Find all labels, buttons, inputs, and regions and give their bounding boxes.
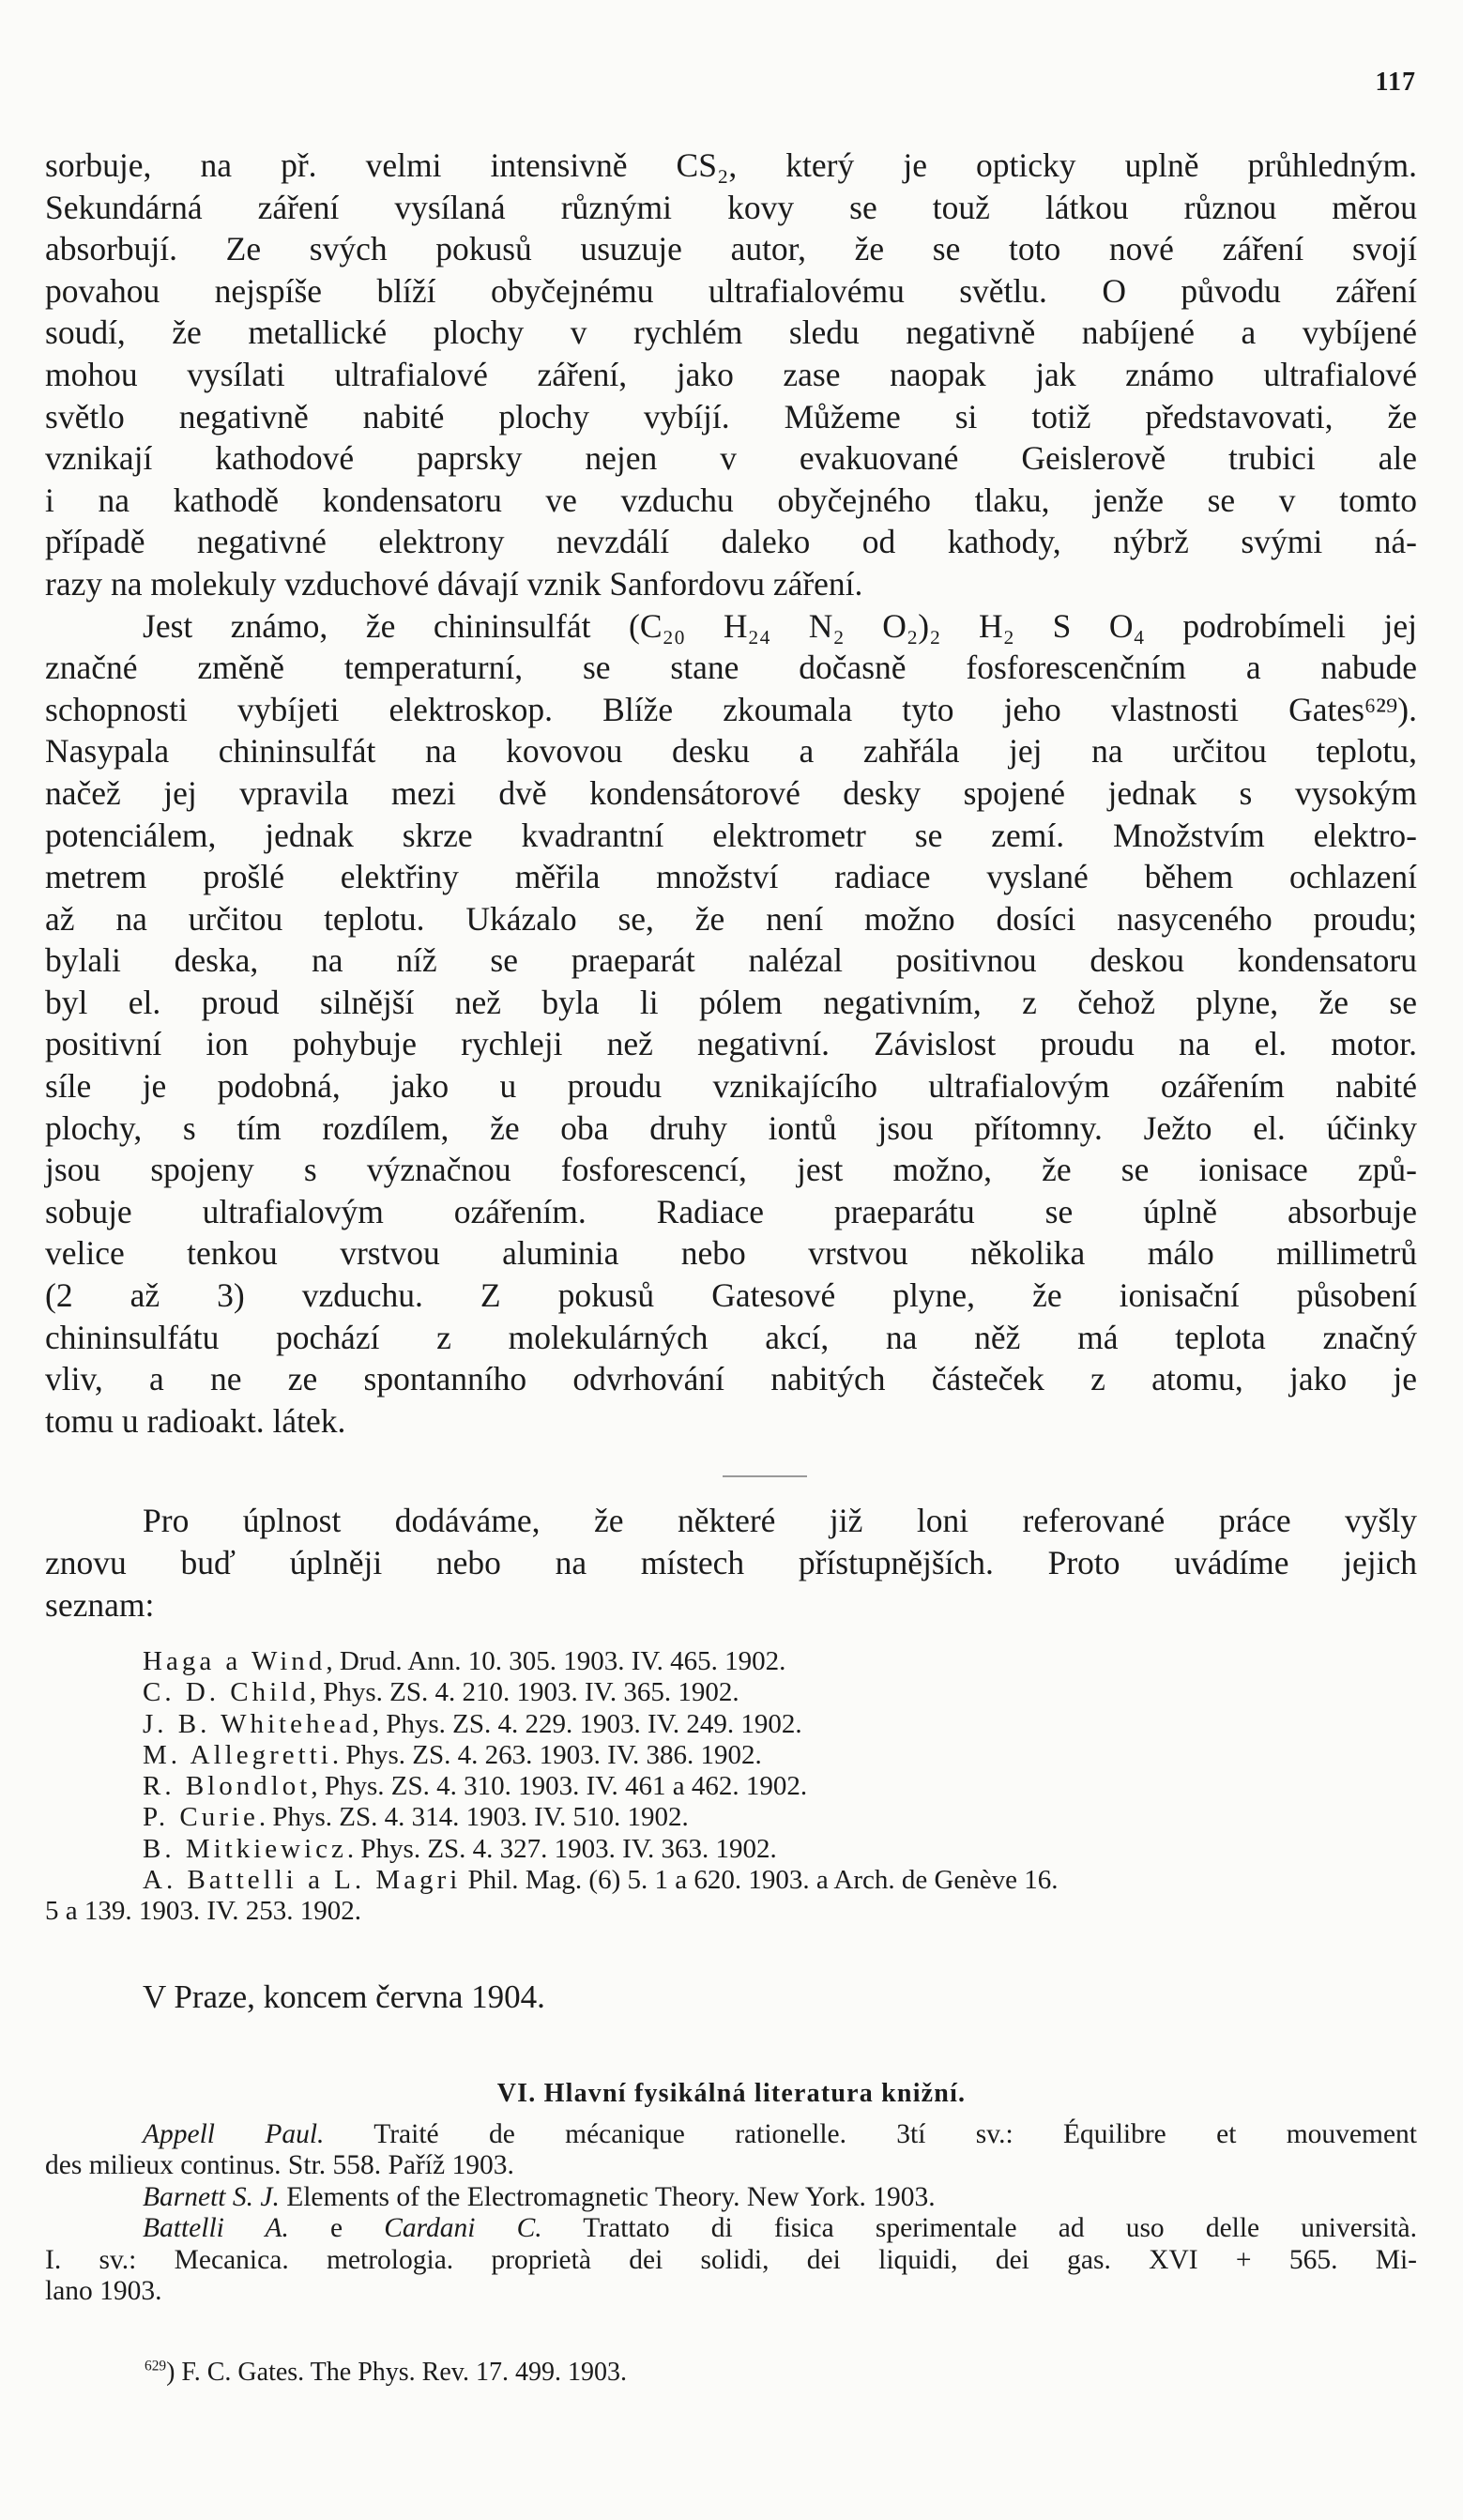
text-line: povahou nejspíše blíží obyčejnému ultrafialovému světlu. O původu záření (45, 271, 1417, 310)
book-list (45, 2119, 1417, 2307)
text-line: Jest známo, že chininsulfát (C₂₀ H₂₄ N₂ O₂)₂ H₂ S O₄ podrobímeli jej (143, 606, 1417, 645)
text-line: sorbuje, na př. velmi intensivně CS₂, který je opticky uplně průhledným. (45, 146, 1417, 184)
reference-details: , Drud. Ann. 10. 305. 1903. IV. 465. 1902. (326, 1646, 786, 1676)
text-line: chininsulfátu pochází z molekulárných akcí, na něž má teplota značný (45, 1318, 1417, 1356)
reference-item (45, 1771, 1417, 1802)
book-title: Trattato di fisica sperimentale ad uso delle università. (541, 2213, 1417, 2244)
book-conjunction: e (288, 2213, 385, 2244)
reference-author: C. D. Child (143, 1677, 310, 1708)
reference-author: R. Blondlot (143, 1771, 312, 1802)
reference-item (45, 1709, 1417, 1740)
book-title: Traité de mécanique rationelle. 3tí sv.: Équilibre et mouvement (324, 2119, 1417, 2149)
reference-author: A. Battelli a L. Magri (143, 1865, 462, 1896)
reference-list (45, 1646, 1417, 1928)
footnote (145, 2358, 627, 2388)
reference-item (45, 1834, 1417, 1865)
book-entry (45, 2119, 1417, 2150)
reference-details: . Phys. ZS. 4. 263. 1903. IV. 386. 1902. (331, 1739, 762, 1770)
book-entry-continuation: lano 1903. (45, 2276, 162, 2307)
text-line: Nasypala chininsulfát na kovovou desku a zahřála jej na určitou teplotu, (45, 732, 1417, 771)
book-entry (45, 2213, 1417, 2244)
reference-item (45, 1865, 1417, 1896)
text-line: byl el. proud silnější než byla li pólem negativním, z čehož plyne, že se (45, 983, 1417, 1021)
reference-item (45, 1740, 1417, 1771)
book-author: Barnett S. J. (143, 2181, 280, 2212)
book-coauthor: Cardani C. (384, 2213, 542, 2244)
book-entry (45, 2182, 1417, 2213)
footnote-mark: 629 (145, 2358, 167, 2375)
page-number: 117 (1375, 68, 1416, 97)
text-line: Sekundárná záření vysílaná různými kovy se touž látkou různou měrou (45, 188, 1417, 226)
text-line: plochy, s tím rozdílem, že oba druhy iontů jsou přítomny. Ježto el. účinky (45, 1108, 1417, 1147)
text-line: Pro úplnost dodáváme, že některé již loni referované práce vyšly (143, 1502, 1417, 1539)
book-entry-continuation: des milieux continus. Str. 558. Paříž 1903. (45, 2150, 514, 2181)
text-line: (2 až 3) vzduchu. Z pokusů Gatesové plyne, že ionisační působení (45, 1276, 1417, 1315)
text-line: metrem prošlé elektřiny měřila množství radiace vyslané během ochlazení (45, 858, 1417, 896)
text-line: i na kathodě kondensatoru ve vzduchu obyčejného tlaku, jenže se v tomto (45, 481, 1417, 519)
reference-details: . Phys. ZS. 4. 327. 1903. IV. 363. 1902. (346, 1833, 777, 1864)
text-line: síle je podobná, jako u proudu vznikajícího ultrafialovým ozářením nabité (45, 1067, 1417, 1106)
section-heading: VI. Hlavní fysikálná literatura knižní. (496, 2079, 967, 2108)
text-line: mohou vysílati ultrafialové záření, jako zase naopak jak známo ultrafialové (45, 355, 1417, 393)
reference-author: P. Curie (143, 1802, 259, 1833)
reference-item (45, 1677, 1417, 1708)
text-line: velice tenkou vrstvou aluminia nebo vrstvou několika málo millimetrů (45, 1234, 1417, 1273)
reference-details: , Phys. ZS. 4. 229. 1903. IV. 249. 1902. (372, 1708, 802, 1739)
book-author: Appell Paul. (143, 2119, 325, 2149)
main-text-block (45, 145, 1417, 1442)
reference-item (45, 1802, 1417, 1833)
reference-details: . Phys. ZS. 4. 314. 1903. IV. 510. 1902. (258, 1802, 689, 1833)
text-line: absorbují. Ze svých pokusů usuzuje autor, že se toto nové záření svojí (45, 230, 1417, 268)
text-line: případě negativné elektrony nevzdálí daleko od kathody, nýbrž svými ná- (45, 523, 1417, 561)
text-line: světlo negativně nabité plochy vybíjí. Můžeme si totiž představovati, že (45, 397, 1417, 435)
book-author: Battelli A. (143, 2213, 289, 2244)
text-line: positivní ion pohybuje rychleji než negativní. Závislost proudu na el. motor. (45, 1025, 1417, 1063)
text-line: schopnosti vybíjeti elektroskop. Blíže zkoumala tyto jeho vlastnosti Gates⁶²⁹). (45, 690, 1417, 728)
text-line: sobuje ultrafialovým ozářením. Radiace praeparátu se úplně absorbuje (45, 1192, 1417, 1230)
intro-paragraph (45, 1500, 1417, 1627)
closing-line: V Praze, koncem června 1904. (143, 1978, 545, 2015)
text-line: jsou spojeny s význačnou fosforescencí, jest možno, že se ionisace způ- (45, 1151, 1417, 1189)
text-line: bylali deska, na níž se praeparát nalézal positivnou deskou kondensatoru (45, 941, 1417, 980)
text-line: vliv, a ne ze spontanního odvrhování nabitých částeček z atomu, jako je (45, 1360, 1417, 1398)
reference-details: , Phys. ZS. 4. 310. 1903. IV. 461 a 462. 1902. (311, 1771, 808, 1802)
reference-author: Haga a Wind (143, 1646, 327, 1676)
book-title: Elements of the Electromagnetic Theory. New York. 1903. (279, 2181, 936, 2212)
text-line: seznam: (45, 1586, 155, 1624)
reference-author: J. B. Whitehead (143, 1708, 373, 1739)
section-separator (723, 1475, 807, 1477)
reference-details: , Phys. ZS. 4. 210. 1903. IV. 365. 1902. (309, 1677, 739, 1708)
reference-continuation: 5 a 139. 1903. IV. 253. 1902. (45, 1896, 361, 1927)
text-line: razy na molekuly vzduchové dávají vznik Sanfordovu záření. (45, 564, 863, 603)
text-line: značné změně temperaturní, se stane dočasně fosforescenčním a nabude (45, 649, 1417, 687)
reference-item (45, 1646, 1417, 1677)
text-line: tomu u radioakt. látek. (45, 1401, 346, 1440)
text-line: až na určitou teplotu. Ukázalo se, že není možno dosíci nasyceného proudu; (45, 899, 1417, 938)
reference-author: M. Allegretti (143, 1739, 332, 1770)
text-line: soudí, že metallické plochy v rychlém sledu negativně nabíjené a vybíjené (45, 313, 1417, 352)
text-line: potenciálem, jednak skrze kvadrantní elektrometr se zemí. Množstvím elektro- (45, 816, 1417, 854)
reference-details: Phil. Mag. (6) 5. 1 a 620. 1903. a Arch. de Genève 16. (461, 1865, 1059, 1896)
reference-author: B. Mitkiewicz (143, 1833, 347, 1864)
text-line: znovu buď úplněji nebo na místech přístupnějších. Proto uvádíme jejich (45, 1544, 1417, 1581)
book-entry-continuation: I. sv.: Mecanica. metrologia. proprietà dei solidi, dei liquidi, dei gas. XVI + 565. Mi- (45, 2244, 1417, 2275)
footnote-text: ) F. C. Gates. The Phys. Rev. 17. 499. 1903. (166, 2358, 627, 2387)
text-line: načež jej vpravila mezi dvě kondensátorové desky spojené jednak s vysokým (45, 773, 1417, 812)
text-line: vznikají kathodové paprsky nejen v evakuované Geislerově trubici ale (45, 439, 1417, 478)
